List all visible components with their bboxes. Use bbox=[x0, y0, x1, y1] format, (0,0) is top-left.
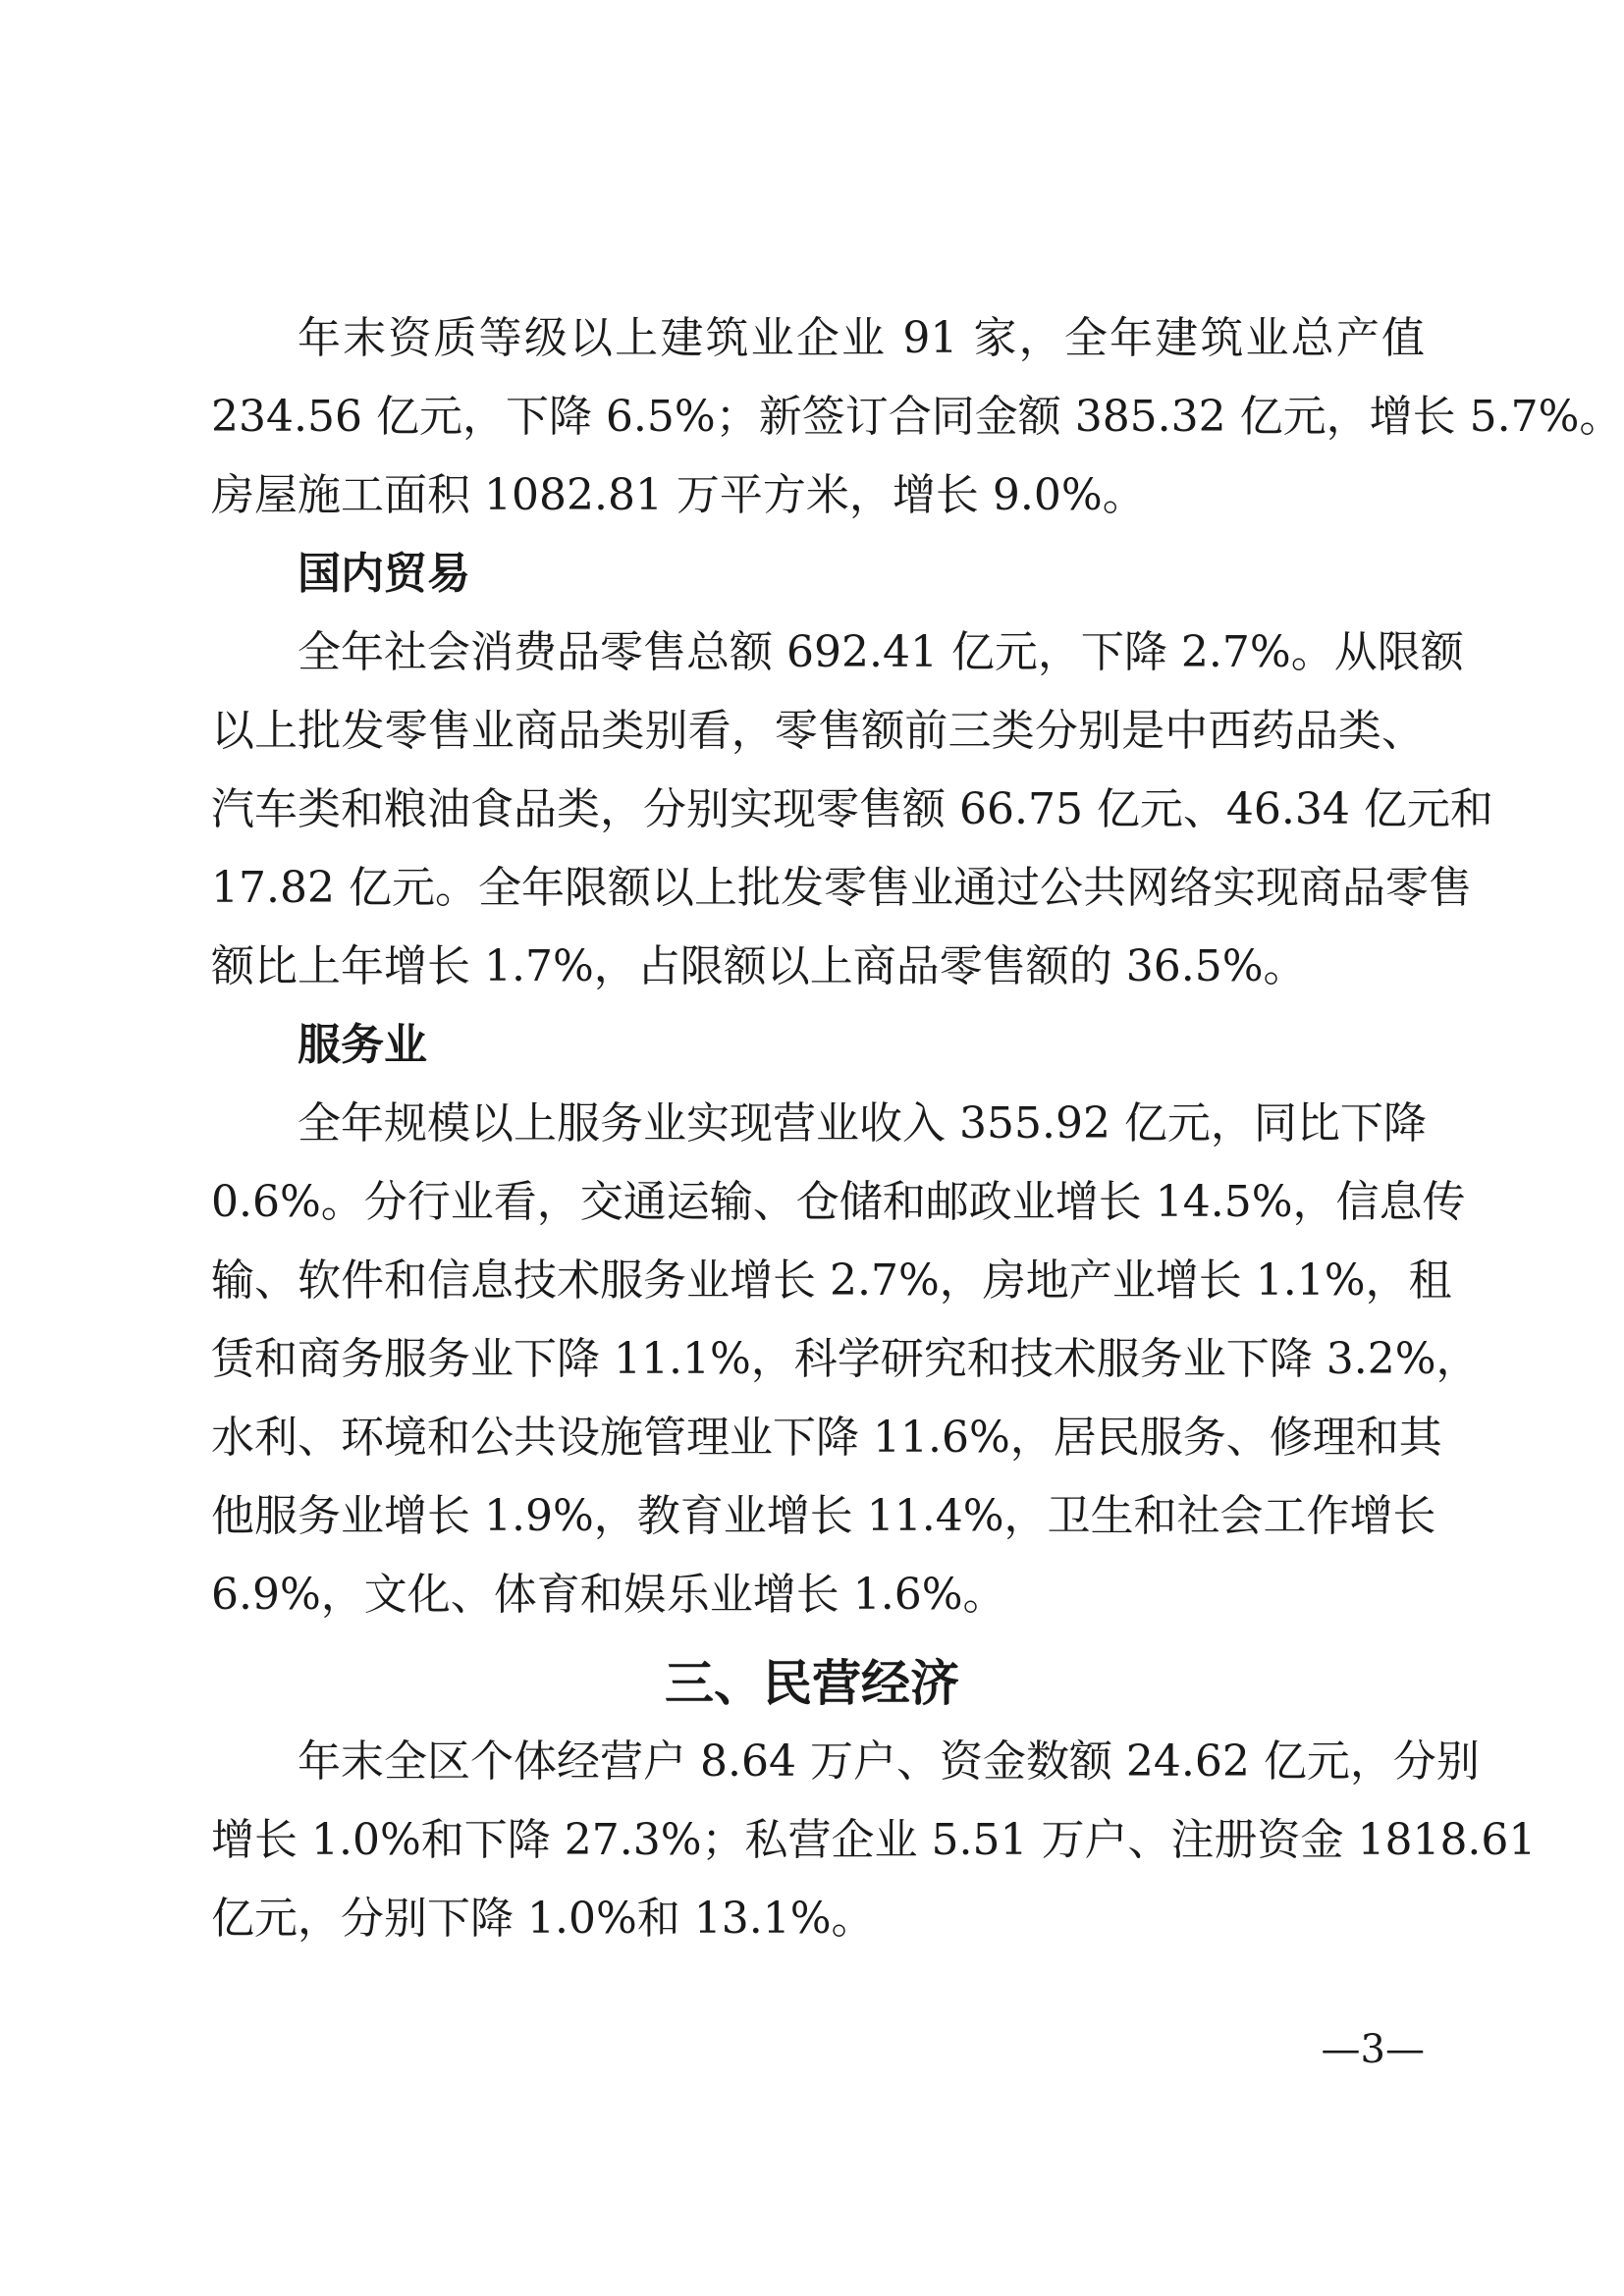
paragraph-services-line-4: 赁和商务服务业下降 11.1%，科学研究和技术服务业下降 3.2%， bbox=[211, 1334, 1480, 1384]
section-title-private-economy: 三、民营经济 bbox=[665, 1655, 959, 1712]
paragraph-services-line-1: 全年规模以上服务业实现营业收入 355.92 亿元，同比下降 bbox=[298, 1098, 1427, 1148]
paragraph-domestic-trade-line-1: 全年社会消费品零售总额 692.41 亿元，下降 2.7%。从限额 bbox=[298, 627, 1464, 677]
paragraph-domestic-trade-line-2: 以上批发零售业商品类别看，零售额前三类分别是中西药品类、 bbox=[211, 706, 1425, 756]
paragraph-domestic-trade-line-4: 17.82 亿元。全年限额以上批发零售业通过公共网络实现商品零售 bbox=[211, 863, 1472, 913]
heading-domestic-trade: 国内贸易 bbox=[298, 549, 470, 599]
heading-services: 服务业 bbox=[298, 1020, 427, 1070]
paragraph-private-economy-line-3: 亿元，分别下降 1.0%和 13.1%。 bbox=[211, 1894, 875, 1944]
paragraph-services-line-6: 他服务业增长 1.9%，教育业增长 11.4%，卫生和社会工作增长 bbox=[211, 1491, 1436, 1541]
paragraph-domestic-trade-line-5: 额比上年增长 1.7%，占限额以上商品零售额的 36.5%。 bbox=[211, 941, 1307, 991]
paragraph-services-line-7: 6.9%，文化、体育和娱乐业增长 1.6%。 bbox=[211, 1570, 1006, 1620]
paragraph-construction-line-2: 234.56 亿元，下降 6.5%；新签订合同金额 385.32 亿元，增长 5.7%。 bbox=[211, 392, 1623, 442]
paragraph-private-economy-line-2: 增长 1.0%和下降 27.3%；私营企业 5.51 万户、注册资金 1818.61 bbox=[211, 1815, 1537, 1865]
paragraph-construction-line-1: 年末资质等级以上建筑业企业 91 家，全年建筑业总产值 bbox=[298, 313, 1425, 363]
paragraph-services-line-3: 输、软件和信息技术服务业增长 2.7%，房地产业增长 1.1%，租 bbox=[211, 1255, 1452, 1306]
paragraph-construction-line-3: 房屋施工面积 1082.81 万平方米，增长 9.0%。 bbox=[211, 470, 1146, 520]
paragraph-domestic-trade-line-3: 汽车类和粮油食品类，分别实现零售额 66.75 亿元、46.34 亿元和 bbox=[211, 784, 1493, 834]
page-number: —3— bbox=[1321, 2027, 1425, 2072]
paragraph-services-line-2: 0.6%。分行业看，交通运输、仓储和邮政业增长 14.5%，信息传 bbox=[211, 1177, 1466, 1227]
paragraph-private-economy-line-1: 年末全区个体经营户 8.64 万户、资金数额 24.62 亿元，分别 bbox=[298, 1736, 1480, 1787]
paragraph-services-line-5: 水利、环境和公共设施管理业下降 11.6%，居民服务、修理和其 bbox=[211, 1413, 1442, 1463]
